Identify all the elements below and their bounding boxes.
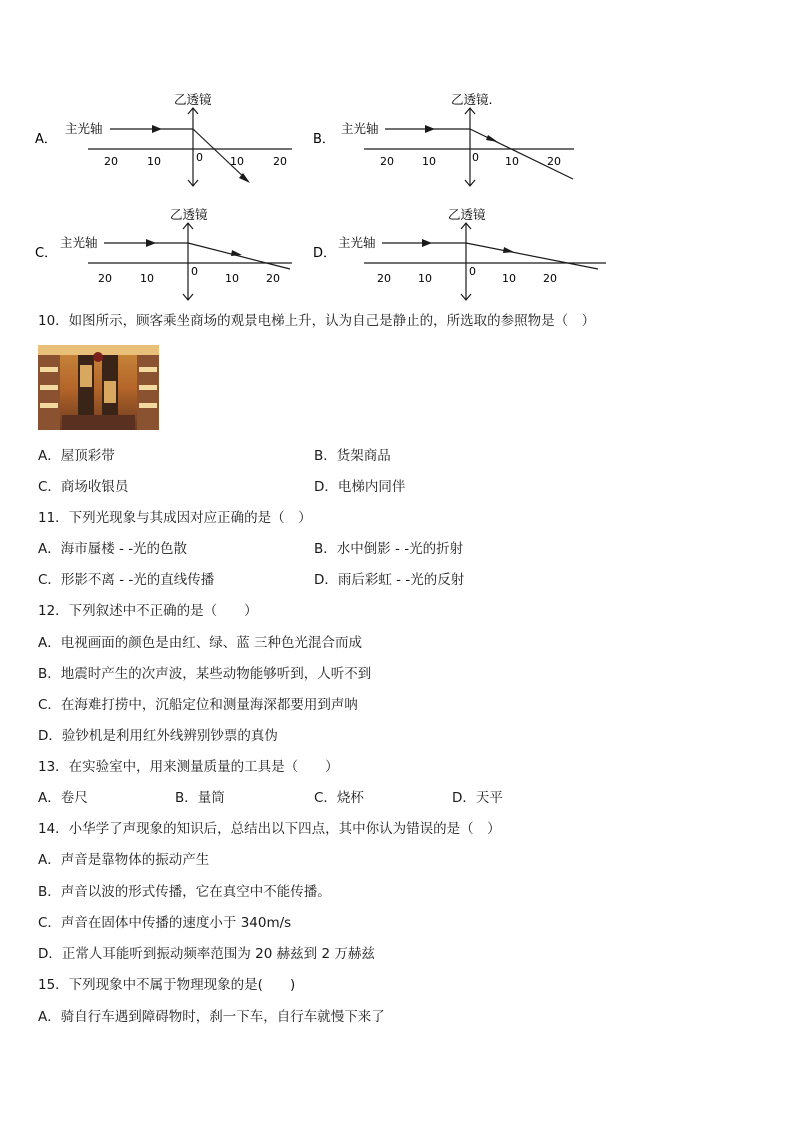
ray-arrow (503, 247, 514, 253)
tick-label: 20 (380, 155, 394, 168)
tick-label: 0 (469, 265, 476, 278)
diagram-a (30, 88, 300, 188)
q12-option-c[interactable]: C．在海难打捞中，沉船定位和测量海深都要用到声呐 (38, 697, 358, 713)
tick-label: 20 (543, 272, 557, 285)
lens-label: 乙透镜. (451, 92, 493, 107)
axis-label: 主光轴 (65, 121, 103, 136)
diagram-c (30, 202, 300, 302)
q15-option-a[interactable]: A．骑自行车遇到障碍物时，刹一下车，自行车就慢下来了 (38, 1009, 385, 1025)
ray-arrow (152, 125, 162, 133)
ray-arrow (146, 239, 156, 247)
axis-label: 主光轴 (341, 121, 379, 136)
tick-label: 10 (225, 272, 239, 285)
option-label-a: A． (35, 132, 57, 147)
tick-label: 10 (422, 155, 436, 168)
question-12-stem: 12．下列叙述中不正确的是（ ） (38, 603, 258, 619)
q12-option-b[interactable]: B．地震时产生的次声波，某些动物能够听到，人听不到 (38, 666, 372, 682)
lens-label: 乙透镜 (448, 207, 486, 222)
tick-label: 0 (196, 151, 203, 164)
q13-option-b[interactable]: B．量筒 (175, 790, 225, 806)
tick-label: 20 (98, 272, 112, 285)
tick-label: 10 (418, 272, 432, 285)
q10-option-a[interactable]: A．屋顶彩带 (38, 448, 115, 464)
ray-arrow (425, 125, 435, 133)
question-15-stem: 15．下列现象中不属于物理现象的是( ) (38, 977, 296, 993)
diagram-d-svg (308, 202, 608, 302)
option-label-d: D． (313, 246, 337, 261)
option-label-b: B． (313, 132, 335, 147)
q14-option-d[interactable]: D．正常人耳能听到振动频率范围为 20 赫兹到 2 万赫兹 (38, 946, 375, 962)
ray-arrow (486, 135, 498, 142)
q11-option-a[interactable]: A．海市蜃楼 - -光的色散 (38, 541, 188, 557)
q11-option-c[interactable]: C．形影不离 - -光的直线传播 (38, 572, 215, 588)
q10-option-c[interactable]: C．商场收银员 (38, 479, 129, 495)
tick-label: 20 (104, 155, 118, 168)
q13-option-a[interactable]: A．卷尺 (38, 790, 88, 806)
diagram-a-svg (30, 88, 300, 188)
q14-option-a[interactable]: A．声音是靠物体的振动产生 (38, 852, 210, 868)
ray-arrow (231, 250, 242, 256)
q12-option-d[interactable]: D．验钞机是利用红外线辨别钞票的真伪 (38, 728, 278, 744)
tick-label: 10 (147, 155, 161, 168)
question-10-stem: 10．如图所示，顾客乘坐商场的观景电梯上升，认为自己是静止的，所选取的参照物是（ ） (38, 313, 596, 329)
q10-option-d[interactable]: D．电梯内同伴 (314, 479, 406, 495)
diagram-b-svg (308, 88, 583, 188)
tick-label: 20 (273, 155, 287, 168)
axis-label: 主光轴 (60, 235, 98, 250)
lens-label: 乙透镜 (170, 207, 208, 222)
tick-label: 0 (191, 265, 198, 278)
lens-label: 乙透镜 (174, 92, 212, 107)
axis-label: 主光轴 (338, 235, 376, 250)
refracted-ray (188, 243, 290, 269)
question-13-stem: 13．在实验室中，用来测量质量的工具是（ ） (38, 759, 339, 775)
diagram-b (308, 88, 583, 188)
q10-option-b[interactable]: B．货架商品 (314, 448, 391, 464)
ray-arrow (422, 239, 432, 247)
q12-option-a[interactable]: A．电视画面的颜色是由红、绿、蓝 三种色光混合而成 (38, 635, 363, 651)
tick-label: 20 (377, 272, 391, 285)
question-14-stem: 14．小华学了声现象的知识后，总结出以下四点，其中你认为错误的是（ ） (38, 821, 501, 837)
tick-label: 10 (502, 272, 516, 285)
tick-label: 0 (472, 151, 479, 164)
elevator-photo-svg (38, 345, 159, 430)
diagram-c-svg (30, 202, 300, 302)
tick-label: 20 (547, 155, 561, 168)
q14-option-b[interactable]: B．声音以波的形式传播，它在真空中不能传播。 (38, 884, 331, 900)
tick-label: 10 (505, 155, 519, 168)
q14-option-c[interactable]: C．声音在固体中传播的速度小于 340m/s (38, 915, 292, 931)
tick-label: 20 (266, 272, 280, 285)
option-label-c: C． (35, 246, 58, 261)
refracted-ray (470, 129, 573, 179)
tick-label: 10 (230, 155, 244, 168)
q11-option-b[interactable]: B．水中倒影 - -光的折射 (314, 541, 464, 557)
tick-label: 10 (140, 272, 154, 285)
elevator-photo (38, 345, 159, 430)
q13-option-d[interactable]: D．天平 (452, 790, 503, 806)
q13-option-c[interactable]: C．烧杯 (314, 790, 364, 806)
diagram-d (308, 202, 608, 302)
refracted-ray (466, 243, 598, 269)
question-11-stem: 11．下列光现象与其成因对应正确的是（ ） (38, 510, 312, 526)
q11-option-d[interactable]: D．雨后彩虹 - -光的反射 (314, 572, 465, 588)
